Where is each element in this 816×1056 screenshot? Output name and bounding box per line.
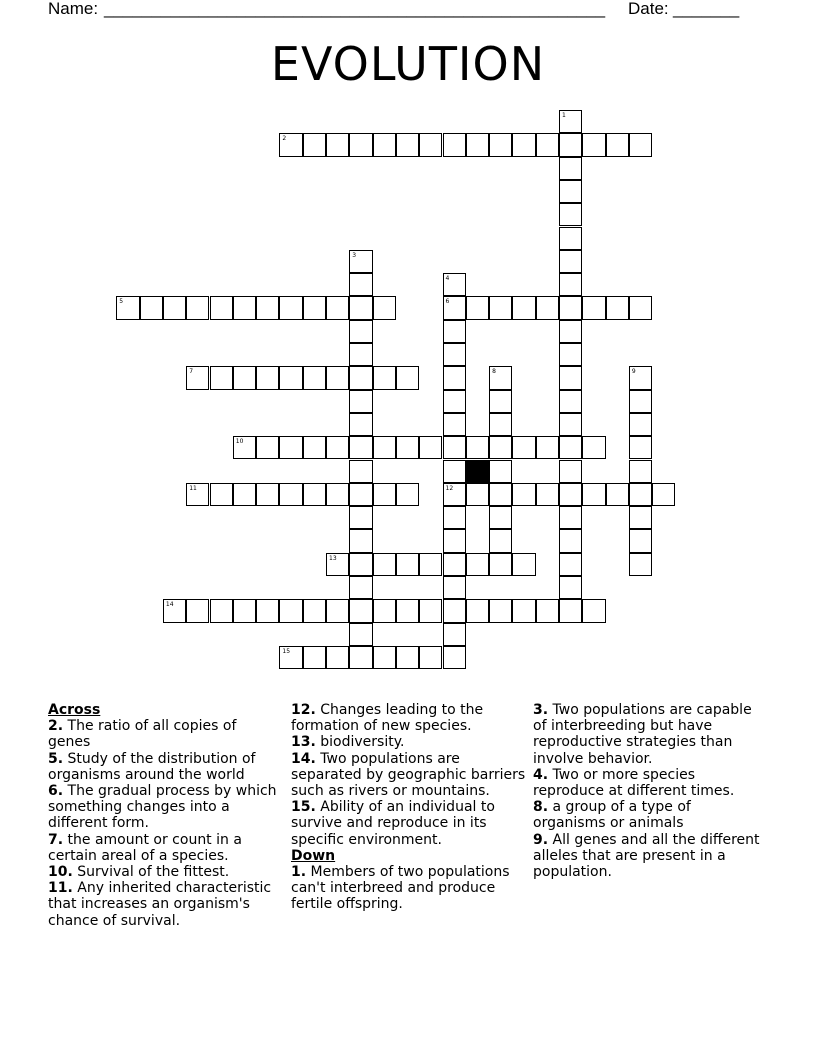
grid-cell[interactable] bbox=[489, 366, 512, 389]
grid-cell[interactable] bbox=[629, 133, 652, 156]
grid-cell[interactable] bbox=[373, 646, 396, 669]
clue-number: 13 bbox=[329, 554, 337, 562]
grid-cell[interactable] bbox=[489, 436, 512, 459]
grid-cell[interactable] bbox=[396, 553, 419, 576]
clue-text: Two populations are capable of interbreeding but have reproductive strategies than involve behavior. bbox=[533, 702, 752, 767]
clue-number-label: 6. bbox=[48, 783, 64, 800]
grid-cell[interactable] bbox=[606, 296, 629, 319]
clue-number-label: 5. bbox=[48, 750, 64, 767]
across-heading: Across bbox=[48, 702, 101, 718]
grid-cell[interactable] bbox=[559, 576, 582, 599]
grid-cell[interactable] bbox=[116, 296, 139, 319]
clue-number-label: 9. bbox=[533, 831, 549, 848]
grid-cell[interactable] bbox=[349, 553, 372, 576]
grid-cell[interactable] bbox=[559, 413, 582, 436]
grid-cell[interactable] bbox=[559, 133, 582, 156]
grid-cell[interactable] bbox=[489, 506, 512, 529]
grid-cell[interactable] bbox=[210, 366, 233, 389]
black-square bbox=[466, 460, 489, 483]
grid-cell[interactable] bbox=[536, 483, 559, 506]
grid-cell[interactable] bbox=[512, 436, 535, 459]
grid-cell[interactable] bbox=[559, 599, 582, 622]
clue-number: 11 bbox=[189, 484, 197, 492]
grid-cell[interactable] bbox=[326, 599, 349, 622]
clue-text: Members of two populations can't interbreed and produce fertile offspring. bbox=[291, 864, 510, 913]
grid-cell[interactable] bbox=[629, 460, 652, 483]
grid-cell[interactable] bbox=[489, 599, 512, 622]
clue-number: 5 bbox=[119, 298, 124, 306]
clue-item bbox=[291, 734, 526, 750]
grid-cell[interactable] bbox=[443, 483, 466, 506]
grid-cell[interactable] bbox=[629, 296, 652, 319]
clue-text: Changes leading to the formation of new species. bbox=[291, 702, 484, 735]
clue-text: Two or more species reproduce at different times. bbox=[533, 766, 735, 800]
clue-text: a group of a type of organisms or animals bbox=[533, 799, 691, 832]
grid-cell[interactable] bbox=[559, 390, 582, 413]
grid-cell[interactable] bbox=[233, 296, 256, 319]
grid-cell[interactable] bbox=[373, 436, 396, 459]
grid-cell[interactable] bbox=[210, 483, 233, 506]
grid-cell[interactable] bbox=[629, 366, 652, 389]
grid-cell[interactable] bbox=[373, 599, 396, 622]
grid-cell[interactable] bbox=[186, 483, 209, 506]
grid-cell[interactable] bbox=[582, 133, 605, 156]
grid-cell[interactable] bbox=[443, 390, 466, 413]
clue-item bbox=[533, 702, 763, 767]
grid-cell[interactable] bbox=[489, 553, 512, 576]
grid-cell[interactable] bbox=[373, 366, 396, 389]
across-clue-list bbox=[48, 718, 283, 929]
grid-cell[interactable] bbox=[303, 366, 326, 389]
grid-cell[interactable] bbox=[582, 599, 605, 622]
grid-cell[interactable] bbox=[419, 133, 442, 156]
clue-number-label: 12. bbox=[291, 702, 316, 718]
grid-cell[interactable] bbox=[303, 599, 326, 622]
grid-cell[interactable] bbox=[629, 553, 652, 576]
grid-cell[interactable] bbox=[279, 296, 302, 319]
clue-number: 14 bbox=[165, 601, 174, 609]
grid-cell[interactable] bbox=[396, 599, 419, 622]
grid-cell[interactable] bbox=[489, 460, 512, 483]
clue-item bbox=[291, 799, 526, 848]
grid-cell[interactable] bbox=[186, 599, 209, 622]
grid-cell[interactable] bbox=[512, 483, 535, 506]
grid-cell[interactable] bbox=[349, 320, 372, 343]
grid-cell[interactable] bbox=[443, 413, 466, 436]
grid-cell[interactable] bbox=[279, 599, 302, 622]
grid-cell[interactable] bbox=[349, 413, 372, 436]
grid-cell[interactable] bbox=[489, 483, 512, 506]
grid-cell[interactable] bbox=[559, 436, 582, 459]
clue-number-label: 11. bbox=[48, 880, 73, 897]
grid-cell[interactable] bbox=[629, 483, 652, 506]
clue-text: Ability of an individual to survive and reproduce in its specific environment. bbox=[291, 799, 495, 848]
clue-item bbox=[533, 767, 763, 799]
grid-cell[interactable] bbox=[512, 296, 535, 319]
grid-cell[interactable] bbox=[326, 483, 349, 506]
clue-number-label: 3. bbox=[533, 702, 549, 718]
name-label: Name: bbox=[48, 0, 99, 18]
name-field[interactable]: _____________________________________________________ bbox=[104, 0, 606, 18]
grid-cell[interactable] bbox=[349, 250, 372, 273]
grid-cell[interactable] bbox=[559, 343, 582, 366]
grid-cell[interactable] bbox=[629, 529, 652, 552]
grid-cell[interactable] bbox=[536, 133, 559, 156]
clue-item bbox=[533, 799, 763, 831]
grid-cell[interactable] bbox=[466, 599, 489, 622]
down-clue-list-continued bbox=[533, 702, 763, 880]
grid-cell[interactable] bbox=[559, 227, 582, 250]
grid-cell[interactable] bbox=[279, 436, 302, 459]
grid-cell[interactable] bbox=[396, 483, 419, 506]
date-label: Date: bbox=[628, 0, 669, 18]
grid-cell[interactable] bbox=[256, 296, 279, 319]
clues-column-3 bbox=[533, 702, 763, 880]
grid-cell[interactable] bbox=[163, 296, 186, 319]
grid-cell[interactable] bbox=[443, 553, 466, 576]
grid-cell[interactable] bbox=[536, 296, 559, 319]
clue-text: Study of the distribution of organisms around the world bbox=[48, 750, 256, 783]
clue-number-label: 1. bbox=[291, 864, 307, 881]
grid-cell[interactable] bbox=[559, 296, 582, 319]
grid-cell[interactable] bbox=[349, 273, 372, 296]
grid-cell[interactable] bbox=[443, 646, 466, 669]
grid-cell[interactable] bbox=[443, 599, 466, 622]
grid-cell[interactable] bbox=[140, 296, 163, 319]
grid-cell[interactable] bbox=[373, 133, 396, 156]
grid-cell[interactable] bbox=[373, 296, 396, 319]
grid-cell[interactable] bbox=[279, 483, 302, 506]
grid-cell[interactable] bbox=[443, 529, 466, 552]
grid-cell[interactable] bbox=[256, 366, 279, 389]
clue-number: 7 bbox=[189, 368, 194, 376]
grid-cell[interactable] bbox=[629, 436, 652, 459]
grid-cell[interactable] bbox=[210, 599, 233, 622]
clue-item bbox=[48, 832, 283, 864]
grid-cell[interactable] bbox=[349, 460, 372, 483]
grid-cell[interactable] bbox=[652, 483, 675, 506]
grid-cell[interactable] bbox=[629, 506, 652, 529]
grid-cell[interactable] bbox=[582, 436, 605, 459]
grid-cell[interactable] bbox=[559, 110, 582, 133]
grid-cell[interactable] bbox=[443, 296, 466, 319]
grid-cell[interactable] bbox=[396, 436, 419, 459]
grid-cell[interactable] bbox=[512, 133, 535, 156]
clue-number: 4 bbox=[445, 275, 450, 283]
grid-cell[interactable] bbox=[559, 180, 582, 203]
clue-item bbox=[291, 751, 526, 800]
grid-cell[interactable] bbox=[489, 296, 512, 319]
grid-cell[interactable] bbox=[349, 646, 372, 669]
grid-cell[interactable] bbox=[466, 296, 489, 319]
grid-cell[interactable] bbox=[606, 133, 629, 156]
clue-item bbox=[48, 783, 283, 832]
grid-cell[interactable] bbox=[349, 296, 372, 319]
grid-cell[interactable] bbox=[559, 529, 582, 552]
grid-cell[interactable] bbox=[536, 436, 559, 459]
grid-cell[interactable] bbox=[582, 296, 605, 319]
clue-item bbox=[48, 864, 283, 880]
grid-cell[interactable] bbox=[466, 133, 489, 156]
clue-number-label: 10. bbox=[48, 864, 73, 881]
grid-cell[interactable] bbox=[326, 133, 349, 156]
clues-column-1 bbox=[48, 702, 283, 929]
clue-text: biodiversity. bbox=[315, 734, 405, 751]
grid-cell[interactable] bbox=[606, 483, 629, 506]
clue-number-label: 7. bbox=[48, 831, 64, 848]
grid-cell[interactable] bbox=[443, 320, 466, 343]
clue-number: 6 bbox=[445, 298, 450, 306]
grid-cell[interactable] bbox=[443, 623, 466, 646]
grid-cell[interactable] bbox=[443, 273, 466, 296]
clue-number: 10 bbox=[235, 438, 244, 446]
down-heading: Down bbox=[291, 847, 336, 864]
grid-cell[interactable] bbox=[396, 646, 419, 669]
grid-cell[interactable] bbox=[233, 366, 256, 389]
grid-cell[interactable] bbox=[396, 133, 419, 156]
grid-cell[interactable] bbox=[443, 460, 466, 483]
grid-cell[interactable] bbox=[559, 366, 582, 389]
grid-cell[interactable] bbox=[349, 343, 372, 366]
clue-item bbox=[291, 864, 526, 913]
grid-cell[interactable] bbox=[326, 436, 349, 459]
grid-cell[interactable] bbox=[349, 623, 372, 646]
clue-number-label: 4. bbox=[533, 766, 549, 783]
grid-cell[interactable] bbox=[443, 133, 466, 156]
page-title: EVOLUTION bbox=[270, 37, 546, 91]
grid-cell[interactable] bbox=[326, 553, 349, 576]
grid-cell[interactable] bbox=[443, 436, 466, 459]
clue-number: 15 bbox=[282, 647, 291, 655]
grid-cell[interactable] bbox=[233, 599, 256, 622]
clue-item bbox=[533, 832, 763, 881]
grid-cell[interactable] bbox=[279, 366, 302, 389]
clue-text: All genes and all the different alleles that are present in a population. bbox=[533, 831, 760, 881]
grid-cell[interactable] bbox=[349, 133, 372, 156]
grid-cell[interactable] bbox=[559, 320, 582, 343]
grid-cell[interactable] bbox=[326, 366, 349, 389]
clue-number-label: 13. bbox=[291, 734, 316, 751]
grid-cell[interactable] bbox=[559, 460, 582, 483]
grid-cell[interactable] bbox=[349, 506, 372, 529]
grid-cell[interactable] bbox=[559, 506, 582, 529]
grid-cell[interactable] bbox=[536, 599, 559, 622]
grid-cell[interactable] bbox=[210, 296, 233, 319]
grid-cell[interactable] bbox=[559, 250, 582, 273]
grid-cell[interactable] bbox=[466, 553, 489, 576]
grid-cell[interactable] bbox=[326, 296, 349, 319]
clue-item bbox=[291, 702, 526, 734]
grid-cell[interactable] bbox=[349, 529, 372, 552]
grid-cell[interactable] bbox=[419, 436, 442, 459]
grid-cell[interactable] bbox=[256, 436, 279, 459]
grid-cell[interactable] bbox=[233, 436, 256, 459]
grid-cell[interactable] bbox=[349, 483, 372, 506]
grid-cell[interactable] bbox=[303, 296, 326, 319]
grid-cell[interactable] bbox=[559, 483, 582, 506]
grid-cell[interactable] bbox=[559, 157, 582, 180]
grid-cell[interactable] bbox=[349, 366, 372, 389]
grid-cell[interactable] bbox=[489, 133, 512, 156]
clue-number: 8 bbox=[492, 368, 496, 376]
grid-cell[interactable] bbox=[443, 506, 466, 529]
clue-number: 1 bbox=[562, 112, 566, 119]
clue-number-label: 2. bbox=[48, 718, 64, 735]
clue-text: Survival of the fittest. bbox=[72, 864, 230, 881]
clue-number: 12 bbox=[445, 484, 454, 492]
across-clue-list-continued bbox=[291, 702, 526, 848]
grid-cell[interactable] bbox=[629, 413, 652, 436]
grid-cell[interactable] bbox=[559, 203, 582, 226]
grid-cell[interactable] bbox=[559, 553, 582, 576]
grid-cell[interactable] bbox=[419, 646, 442, 669]
grid-cell[interactable] bbox=[279, 133, 302, 156]
grid-cell[interactable] bbox=[186, 296, 209, 319]
clue-text: the amount or count in a certain areal of a species. bbox=[48, 831, 242, 864]
grid-cell[interactable] bbox=[349, 599, 372, 622]
grid-cell[interactable] bbox=[373, 483, 396, 506]
grid-cell[interactable] bbox=[233, 483, 256, 506]
grid-cell[interactable] bbox=[512, 599, 535, 622]
grid-cell[interactable] bbox=[303, 483, 326, 506]
date-field[interactable]: _______ bbox=[673, 0, 740, 18]
clue-text: The ratio of all copies of genes bbox=[48, 718, 237, 751]
grid-cell[interactable] bbox=[419, 599, 442, 622]
grid-cell[interactable] bbox=[373, 553, 396, 576]
grid-cell[interactable] bbox=[186, 366, 209, 389]
clue-item bbox=[48, 751, 283, 783]
grid-cell[interactable] bbox=[349, 390, 372, 413]
grid-cell[interactable] bbox=[559, 273, 582, 296]
clue-text: Any inherited characteristic that increases an organism's chance of survival. bbox=[48, 880, 272, 929]
clue-text: Two populations are separated by geographic barriers such as rivers or mountains. bbox=[291, 750, 526, 800]
grid-cell[interactable] bbox=[349, 576, 372, 599]
clue-number-label: 15. bbox=[291, 799, 316, 816]
grid-cell[interactable] bbox=[419, 553, 442, 576]
grid-cell[interactable] bbox=[396, 366, 419, 389]
clue-number: 3 bbox=[352, 251, 357, 259]
grid-cell[interactable] bbox=[512, 553, 535, 576]
grid-cell[interactable] bbox=[582, 483, 605, 506]
grid-cell[interactable] bbox=[256, 483, 279, 506]
clue-number-label: 14. bbox=[291, 750, 316, 767]
grid-cell[interactable] bbox=[443, 343, 466, 366]
clue-item bbox=[48, 880, 283, 929]
grid-cell[interactable] bbox=[489, 529, 512, 552]
grid-cell[interactable] bbox=[629, 390, 652, 413]
grid-cell[interactable] bbox=[163, 599, 186, 622]
clue-number: 2 bbox=[282, 135, 287, 143]
grid-cell[interactable] bbox=[326, 646, 349, 669]
clue-item bbox=[48, 718, 283, 750]
grid-cell[interactable] bbox=[349, 436, 372, 459]
grid-cell[interactable] bbox=[303, 646, 326, 669]
grid-cell[interactable] bbox=[489, 390, 512, 413]
down-clue-list bbox=[291, 864, 526, 913]
grid-cell[interactable] bbox=[303, 133, 326, 156]
grid-cell[interactable] bbox=[443, 366, 466, 389]
grid-cell[interactable] bbox=[489, 413, 512, 436]
grid-cell[interactable] bbox=[466, 483, 489, 506]
grid-cell[interactable] bbox=[443, 576, 466, 599]
clue-number: 9 bbox=[631, 368, 636, 376]
grid-cell[interactable] bbox=[303, 436, 326, 459]
clue-number-label: 8. bbox=[533, 799, 549, 816]
grid-cell[interactable] bbox=[256, 599, 279, 622]
grid-cell[interactable] bbox=[279, 646, 302, 669]
clue-text: The gradual process by which something changes into a different form. bbox=[48, 783, 277, 832]
clues-column-2 bbox=[291, 702, 526, 913]
grid-cell[interactable] bbox=[466, 436, 489, 459]
